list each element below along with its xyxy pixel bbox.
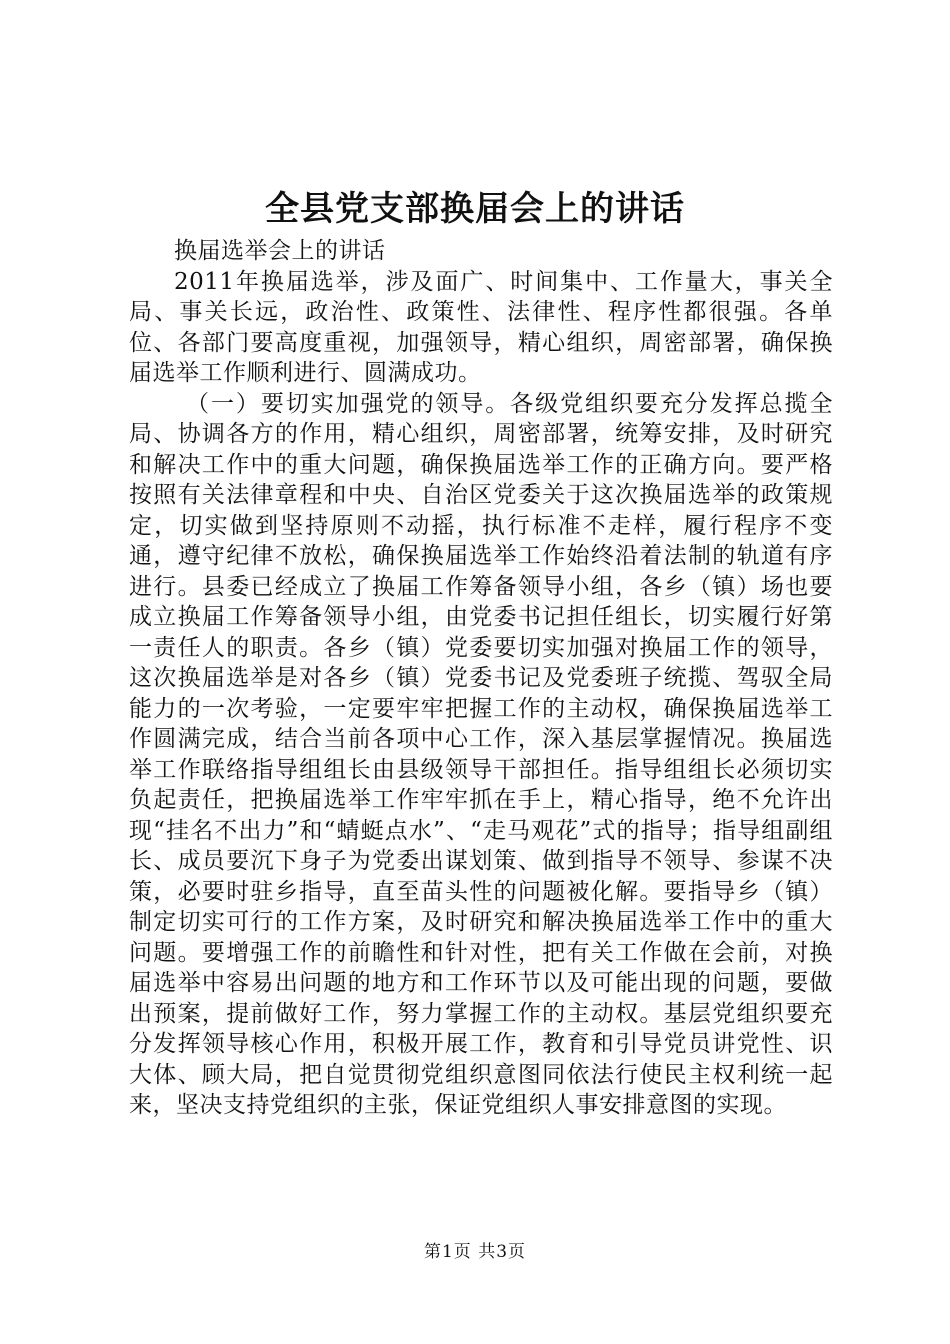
paragraph-intro: 2011年换届选举，涉及面广、时间集中、工作量大，事关全局、事关长远，政治性、政策性、法律性、程序性都很强。各单位、各部门要高度重视，加强领导，精心组织，周密部署，确保换届选举工作顺利进行、圆满成功。 xyxy=(129,268,833,386)
page-number-footer: 第1页 共3页 xyxy=(423,1242,527,1262)
document-title: 全县党支部换届会上的讲话 xyxy=(265,189,685,229)
paragraph-section-one: （一）要切实加强党的领导。各级党组织要充分发挥总揽全局、协调各方的作用，精心组织，周密部署，统筹安排，及时研究和解决工作中的重大问题，确保换届选举工作的正确方向。要严格按照有关法律章程和中央、自治区党委关于这次换届选举的政策规定，切实做到坚持原则不动摇，执行标准不走样，履行程序不变通，遵守纪律不放松，确保换届选举工作始终沿着法制的轨道有序进行。县委已经成立了换届工作筹备领导小组，各乡（镇）场也要成立换届工作筹备领导小组，由党委书记担任组长，切实履行好第一责任人的职责。各乡（镇）党委要切实加强对换届工作的领导，这次换届选举是对各乡（镇）党委书记及党委班子统揽、驾驭全局能力的一次考验，一定要牢牢把握工作的主动权，确保换届选举工作圆满完成，结合当前各项中心工作，深入基层掌握情况。换届选举工作联络指导组组长由县级领导干部担任。指导组组长必须切实负起责任，把换届选举工作牢牢抓在手上，精心指导，绝不允许出现“挂名不出力”和“蜻蜓点水”、“走马观花”式的指导；指导组副组长、成员要沉下身子为党委出谋划策、做到指导不领导、参谋不决策，必要时驻乡指导，直至苗头性的问题被化解。要指导乡（镇）制定切实可行的工作方案，及时研究和解决换届选举工作中的重大问题。要增强工作的前瞻性和针对性，把有关工作做在会前，对换届选举中容易出问题的地方和工作环节以及可能出现的问题，要做出预案，提前做好工作，努力掌握工作的主动权。基层党组织要充分发挥领导核心作用，积极开展工作，教育和引导党员讲党性、识大体、顾大局，把自觉贯彻党组织意图同依法行使民主权利统一起来，坚决支持党组织的主张，保证党组织人事安排意图的实现。 xyxy=(129,390,833,1118)
document-subtitle: 换届选举会上的讲话 xyxy=(174,238,386,264)
document-body xyxy=(129,236,833,1121)
